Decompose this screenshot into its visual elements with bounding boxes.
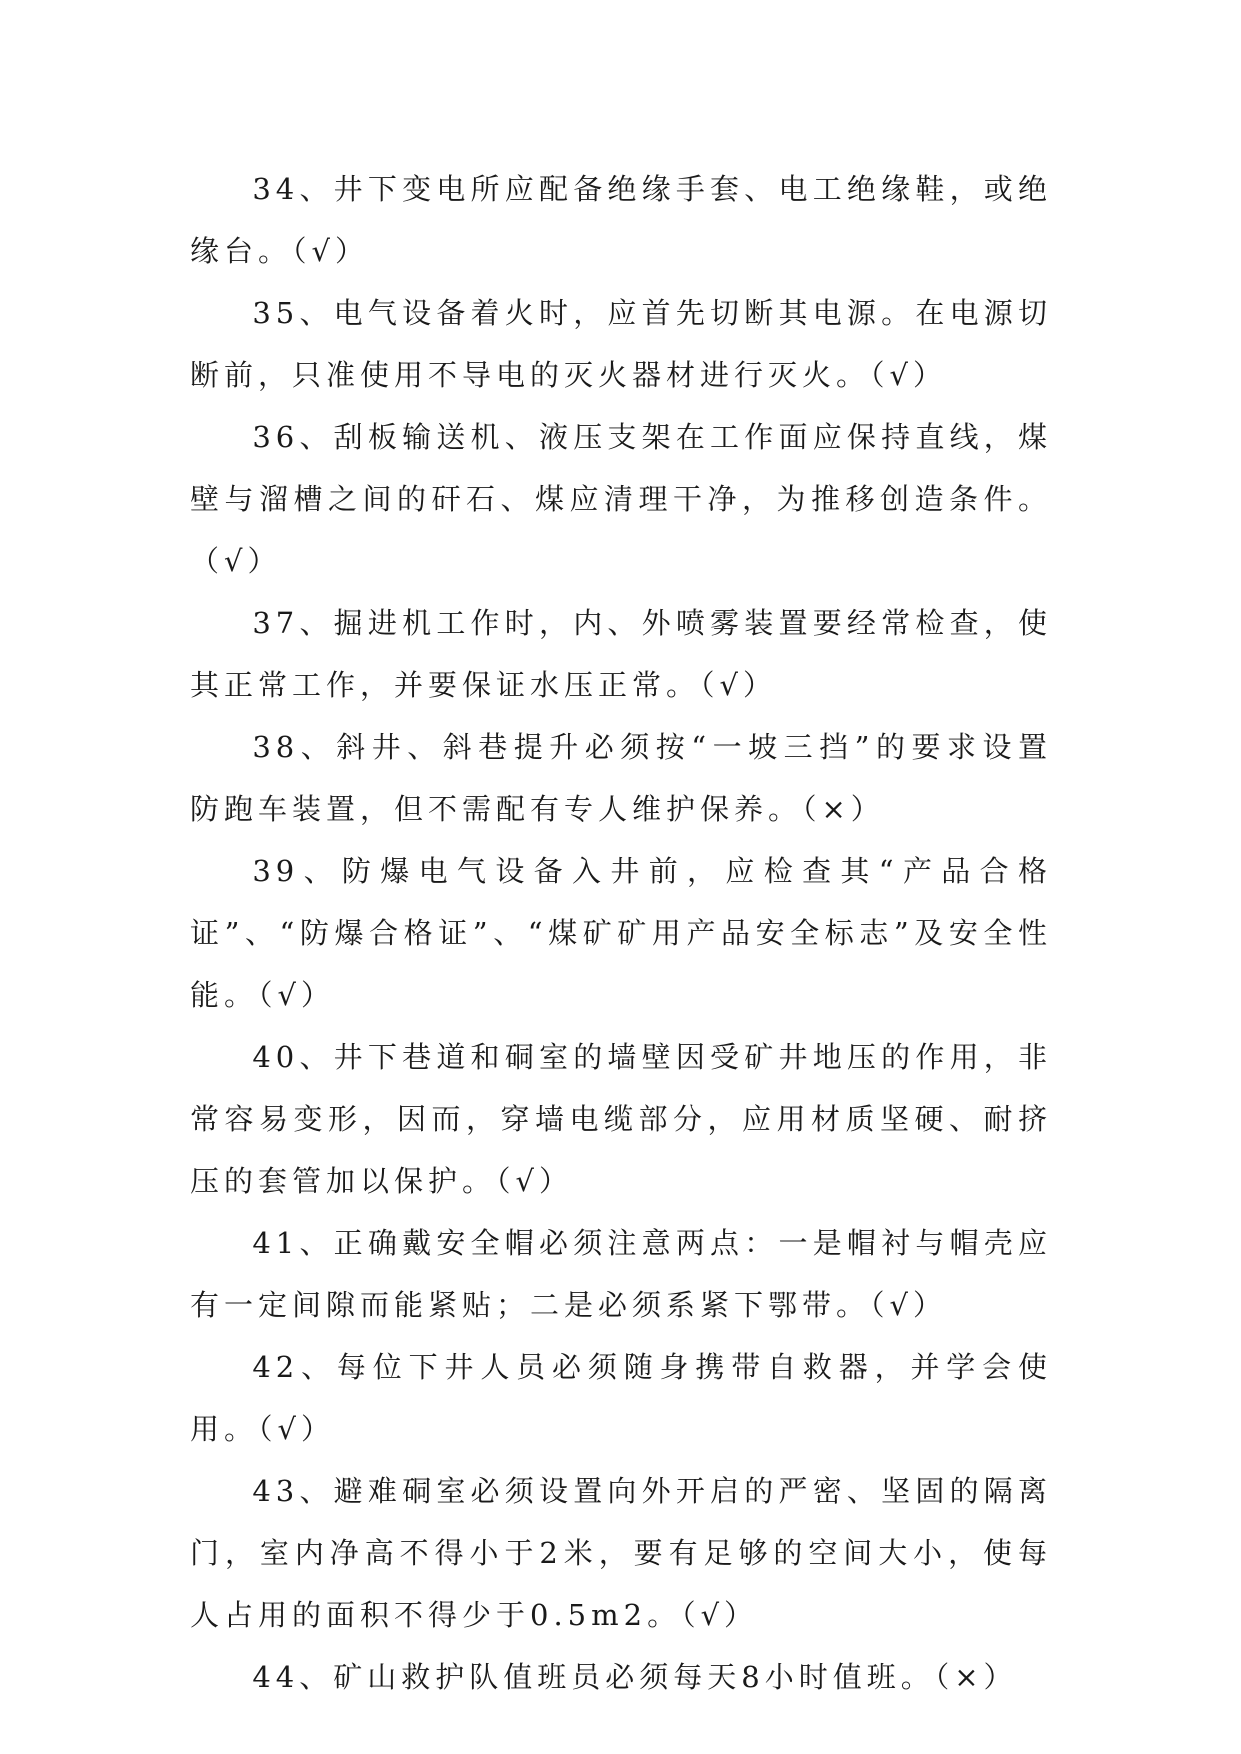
question-item-39: 39、防爆电气设备入井前，应检查其“产品合格证”、“防爆合格证”、“煤矿矿用产品安全标志”及安全性能。（√） [190, 854, 1052, 1012]
document-body [190, 158, 1052, 1708]
question-item-38: 38、斜井、斜巷提升必须按“一坡三挡”的要求设置防跑车装置，但不需配有专人维护保养。（×） [190, 730, 1052, 826]
question-item-43: 43、避难硐室必须设置向外开启的严密、坚固的隔离门，室内净高不得小于2米，要有足够的空间大小，使每人占用的面积不得少于0.5m2。（√） [190, 1474, 1052, 1632]
question-item-37: 37、掘进机工作时，内、外喷雾装置要经常检查，使其正常工作，并要保证水压正常。（√） [190, 606, 1052, 702]
question-item-34: 34、井下变电所应配备绝缘手套、电工绝缘鞋，或绝缘台。（√） [190, 172, 1052, 268]
question-item-41: 41、正确戴安全帽必须注意两点：一是帽衬与帽壳应有一定间隙而能紧贴；二是必须系紧下鄂带。（√） [190, 1226, 1052, 1322]
question-item-36: 36、刮板输送机、液压支架在工作面应保持直线，煤壁与溜槽之间的矸石、煤应清理干净，为推移创造条件。（√） [190, 420, 1052, 578]
question-item-40: 40、井下巷道和硐室的墙壁因受矿井地压的作用，非常容易变形，因而，穿墙电缆部分，应用材质坚硬、耐挤压的套管加以保护。（√） [190, 1040, 1052, 1198]
question-item-35: 35、电气设备着火时，应首先切断其电源。在电源切断前，只准使用不导电的灭火器材进行灭火。（√） [190, 296, 1052, 392]
question-item-44: 44、矿山救护队值班员必须每天8小时值班。（×） [252, 1660, 1018, 1694]
question-item-42: 42、每位下井人员必须随身携带自救器，并学会使用。（√） [190, 1350, 1052, 1446]
